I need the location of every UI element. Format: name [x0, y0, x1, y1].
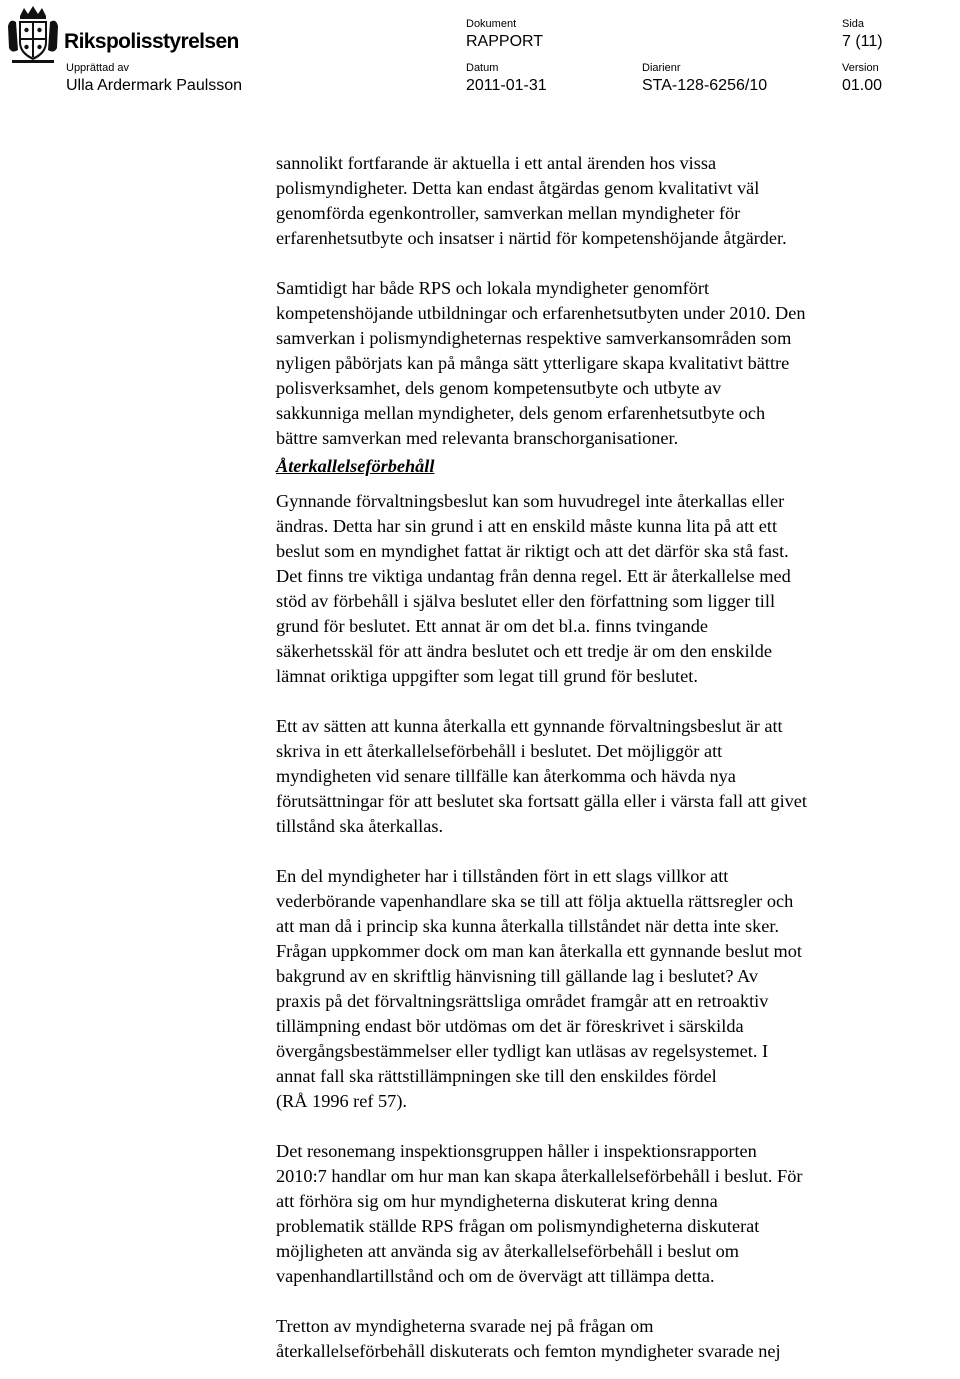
text-line: polisverksamhet, dels genom kompetensutbyte och utbyte av [276, 378, 722, 398]
version-label: Version [842, 62, 879, 74]
text-line: återkallelseförbehåll diskuterats och femton myndigheter svarade nej [276, 1341, 781, 1361]
text-line: Frågan uppkommer dock om man kan återkalla ett gynnande beslut mot [276, 941, 802, 961]
text-line: myndigheten vid senare tillfälle kan återkomma och hävda nya [276, 766, 736, 786]
text-line: vapenhandlartillstånd och om de övervägt att tillämpa detta. [276, 1266, 715, 1286]
text-line: Tretton av myndigheterna svarade nej på frågan om [276, 1316, 654, 1336]
sida-label: Sida [842, 18, 865, 30]
text-line: vederbörande vapenhandlare ska se till att följa aktuella rättsregler och [276, 891, 794, 911]
text-line: bättre samverkan med relevanta branschorganisationer. [276, 428, 679, 448]
text-line: kompetenshöjande utbildningar och erfarenhetsutbyten under 2010. Den [276, 303, 806, 323]
paragraph-6 [276, 1139, 916, 1289]
section-heading: Återkallelseförbehåll [276, 456, 435, 476]
document-header [0, 0, 960, 100]
paragraph-2 [276, 276, 916, 451]
text-line: grund för beslutet. Ett annat är om det bl.a. finns tvingande [276, 616, 709, 636]
text-line: stöd av förbehåll i själva beslutet eller den författning som ligger till [276, 591, 776, 611]
paragraph-1 [276, 151, 916, 251]
paragraph-3 [276, 489, 916, 689]
body-text [276, 151, 916, 1364]
text-line: annat fall ska rättstillämpningen ske till den enskildes fördel [276, 1066, 717, 1086]
text-line: beslut som en myndighet fattat är riktigt och att det därför ska stå fast. [276, 541, 789, 561]
text-line: ändras. Detta har sin grund i att en enskild måste kunna lita på att ett [276, 516, 778, 536]
text-line: 2010:7 handlar om hur man kan skapa återkallelseförbehåll i beslut. För [276, 1166, 803, 1186]
text-line: praxis på det förvaltningsrättsliga området framgår att en retroaktiv [276, 991, 769, 1011]
text-line: tillstånd ska återkallas. [276, 816, 444, 836]
text-line: säkerhetsskäl för att ändra beslutet och ett tredje är om den enskilde [276, 641, 772, 661]
dokument-value: RAPPORT [466, 33, 544, 50]
dokument-label: Dokument [466, 18, 517, 30]
diarienr-value: STA-128-6256/10 [642, 77, 768, 94]
text-line: förutsättningar för att beslutet ska fortsatt gälla eller i värsta fall att givet [276, 791, 807, 811]
paragraph-7 [276, 1314, 916, 1364]
paragraph-4 [276, 714, 916, 839]
text-line: En del myndigheter har i tillstånden fört in ett slags villkor att [276, 866, 729, 886]
text-line: att förhöra sig om hur myndigheterna diskuterat kring denna [276, 1191, 718, 1211]
text-line: Gynnande förvaltningsbeslut kan som huvudregel inte återkallas eller [276, 491, 785, 511]
text-line: (RÅ 1996 ref 57). [276, 1091, 407, 1111]
org-name: Rikspolisstyrelsen [64, 30, 239, 53]
text-line: problematik ställde RPS frågan om polismyndigheterna diskuterat [276, 1216, 760, 1236]
text-line: möjligheten att använda sig av återkallelseförbehåll i beslut om [276, 1241, 739, 1261]
text-line: bakgrund av en skriftlig hänvisning till gällande lag i beslutet? Av [276, 966, 758, 986]
text-line: nyligen påbörjats kan på många sätt ytterligare skapa kvalitativt bättre [276, 353, 790, 373]
text-line: övergångsbestämmelser eller tydligt kan utläsas av regelsystemet. I [276, 1041, 769, 1061]
logo [6, 4, 256, 64]
text-line: polismyndigheter. Detta kan endast åtgärdas genom kvalitativt väl [276, 178, 760, 198]
upprattad-label: Upprättad av [66, 62, 129, 74]
text-line: sakkunniga mellan myndigheter, dels genom erfarenhetsutbyte och [276, 403, 766, 423]
text-line: tillämpning endast bör utdömas om det är föreskrivet i särskilda [276, 1016, 744, 1036]
datum-value: 2011-01-31 [466, 77, 547, 94]
text-line: skriva in ett återkallelseförbehåll i beslutet. Det möjliggör att [276, 741, 723, 761]
coat-of-arms-icon [6, 4, 60, 64]
text-line: sannolikt fortfarande är aktuella i ett antal ärenden hos vissa [276, 153, 717, 173]
diarienr-label: Diarienr [642, 62, 681, 74]
text-line: Det finns tre viktiga undantag från denna regel. Ett är återkallelse med [276, 566, 791, 586]
sida-value: 7 (11) [842, 33, 883, 50]
text-line: erfarenhetsutbyte och insatser i närtid för kompetenshöjande åtgärder. [276, 228, 787, 248]
text-line: genomförda egenkontroller, samverkan mellan myndigheter för [276, 203, 741, 223]
text-line: Det resonemang inspektionsgruppen håller i inspektionsrapporten [276, 1141, 757, 1161]
text-line: Ett av sätten att kunna återkalla ett gynnande förvaltningsbeslut är att [276, 716, 783, 736]
text-line: att man då i princip ska kunna återkalla tillståndet när detta inte sker. [276, 916, 780, 936]
upprattad-value: Ulla Ardermark Paulsson [66, 77, 243, 94]
text-line: Samtidigt har både RPS och lokala myndigheter genomfört [276, 278, 710, 298]
text-line: samverkan i polismyndigheternas respektive samverkansområden som [276, 328, 792, 348]
version-value: 01.00 [842, 77, 883, 94]
paragraph-5 [276, 864, 916, 1114]
datum-label: Datum [466, 62, 499, 74]
text-line: lämnat oriktiga uppgifter som legat till grund för beslutet. [276, 666, 698, 686]
